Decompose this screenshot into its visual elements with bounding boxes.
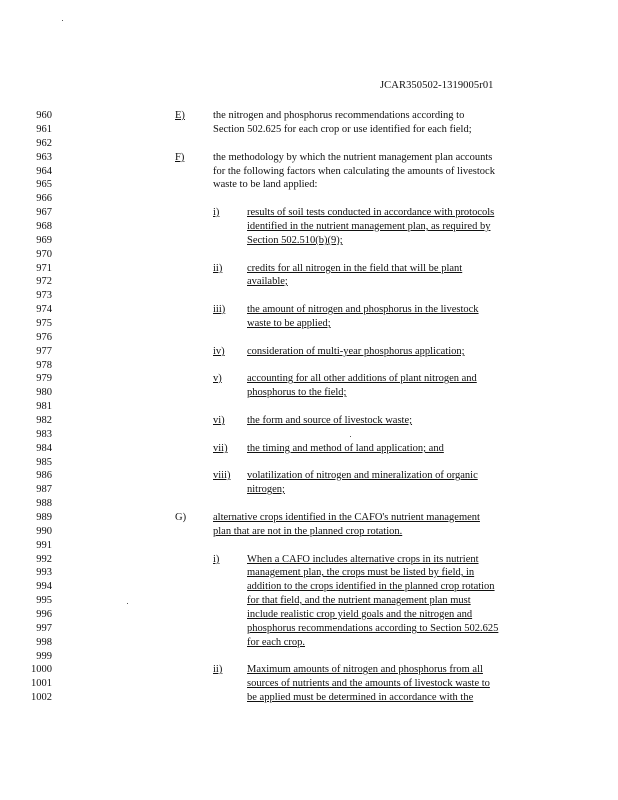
item-f-v-line-2: phosphorus to the field; [247, 387, 347, 398]
item-g-ii-line-1: Maximum amounts of nitrogen and phosphorus from all [247, 664, 483, 675]
item-g-i-line-6: phosphorus recommendations according to Section 502.625 [247, 623, 499, 634]
line-number: 961 [36, 124, 52, 135]
line-number: 1001 [31, 678, 52, 689]
item-label-g-i: i) [213, 554, 220, 565]
line-number: 964 [36, 166, 52, 177]
line-number: 979 [36, 373, 52, 384]
line-number: 972 [36, 276, 52, 287]
item-g-line-1: alternative crops identified in the CAFO's nutrient management [213, 512, 480, 523]
line-number: 986 [36, 470, 52, 481]
item-e-line-2: Section 502.625 for each crop or use identified for each field; [213, 124, 472, 135]
line-number: 996 [36, 609, 52, 620]
line-number: 987 [36, 484, 52, 495]
item-label-f-vi: vi) [213, 415, 225, 426]
scan-speck [62, 20, 63, 21]
item-label-g: G) [175, 512, 187, 523]
item-g-i-line-7: for each crop. [247, 637, 306, 648]
line-number: 976 [36, 332, 52, 343]
line-number: 967 [36, 207, 52, 218]
line-number: 965 [36, 179, 52, 190]
item-f-i-line-2: identified in the nutrient management plan, as required by [247, 221, 491, 232]
scan-speck [127, 603, 128, 604]
item-g-ii-line-3: be applied must be determined in accordance with the [247, 692, 474, 703]
line-number: 997 [36, 623, 52, 634]
item-g-i-line-3: addition to the crops identified in the planned crop rotation [247, 581, 495, 592]
item-label-e: E) [175, 110, 185, 121]
item-e-line-1: the nitrogen and phosphorus recommendations according to [213, 110, 465, 121]
scan-speck [350, 436, 351, 437]
item-f-iii-line-2: waste to be applied; [247, 318, 331, 329]
item-f-line-1: the methodology by which the nutrient management plan accounts [213, 152, 493, 163]
item-f-i-line-3: Section 502.510(b)(9); [247, 235, 343, 246]
item-g-line-2: plan that are not in the planned crop rotation. [213, 526, 403, 537]
line-number: 977 [36, 346, 52, 357]
item-f-vi-line-1: the form and source of livestock waste; [247, 415, 413, 426]
item-f-viii-line-1: volatilization of nitrogen and mineralization of organic [247, 470, 478, 481]
line-number: 970 [36, 249, 52, 260]
line-number: 978 [36, 360, 52, 371]
item-g-i-line-1: When a CAFO includes alternative crops in its nutrient [247, 554, 479, 565]
item-f-line-2: for the following factors when calculating the amounts of livestock [213, 166, 495, 177]
item-f-v-line-1: accounting for all other additions of plant nitrogen and [247, 373, 477, 384]
line-number: 966 [36, 193, 52, 204]
line-number: 974 [36, 304, 52, 315]
item-f-line-3: waste to be land applied: [213, 179, 318, 190]
item-g-i-line-5: include realistic crop yield goals and the nitrogen and [247, 609, 473, 620]
item-f-vii-line-1: the timing and method of land application; and [247, 443, 444, 454]
line-number: 991 [36, 540, 52, 551]
line-number: 988 [36, 498, 52, 509]
line-number: 990 [36, 526, 52, 537]
item-f-iii-line-1: the amount of nitrogen and phosphorus in the livestock [247, 304, 479, 315]
line-number: 995 [36, 595, 52, 606]
item-g-i-line-4: for that field, and the nutrient management plan must [247, 595, 471, 606]
item-label-f: F) [175, 152, 185, 163]
line-number: 975 [36, 318, 52, 329]
line-number: 973 [36, 290, 52, 301]
line-number: 983 [36, 429, 52, 440]
line-number: 962 [36, 138, 52, 149]
item-g-ii-line-2: sources of nutrients and the amounts of livestock waste to [247, 678, 490, 689]
line-number: 984 [36, 443, 52, 454]
line-number: 1002 [31, 692, 52, 703]
item-label-f-ii: ii) [213, 263, 223, 274]
item-f-ii-line-2: available; [247, 276, 288, 287]
line-number: 969 [36, 235, 52, 246]
line-number: 960 [36, 110, 52, 121]
item-label-f-iii: iii) [213, 304, 226, 315]
item-g-i-line-2: management plan, the crops must be listed by field, in [247, 567, 475, 578]
document-id: JCAR350502-1319005r01 [380, 80, 494, 91]
item-f-i-line-1: results of soil tests conducted in accordance with protocols [247, 207, 495, 218]
item-f-viii-line-2: nitrogen; [247, 484, 285, 495]
line-number: 999 [36, 651, 52, 662]
item-f-ii-line-1: credits for all nitrogen in the field that will be plant [247, 263, 463, 274]
item-label-f-i: i) [213, 207, 220, 218]
item-label-f-iv: iv) [213, 346, 225, 357]
line-number: 963 [36, 152, 52, 163]
item-f-iv-line-1: consideration of multi-year phosphorus application; [247, 346, 465, 357]
line-number: 980 [36, 387, 52, 398]
item-label-f-viii: viii) [213, 470, 231, 481]
line-number: 982 [36, 415, 52, 426]
line-number: 971 [36, 263, 52, 274]
line-number: 1000 [31, 664, 52, 675]
item-label-g-ii: ii) [213, 664, 223, 675]
line-number: 989 [36, 512, 52, 523]
line-number: 981 [36, 401, 52, 412]
line-number: 992 [36, 554, 52, 565]
item-label-f-v: v) [213, 373, 222, 384]
item-label-f-vii: vii) [213, 443, 228, 454]
line-number: 994 [36, 581, 52, 592]
line-number: 993 [36, 567, 52, 578]
line-number: 998 [36, 637, 52, 648]
line-number: 968 [36, 221, 52, 232]
line-number: 985 [36, 457, 52, 468]
